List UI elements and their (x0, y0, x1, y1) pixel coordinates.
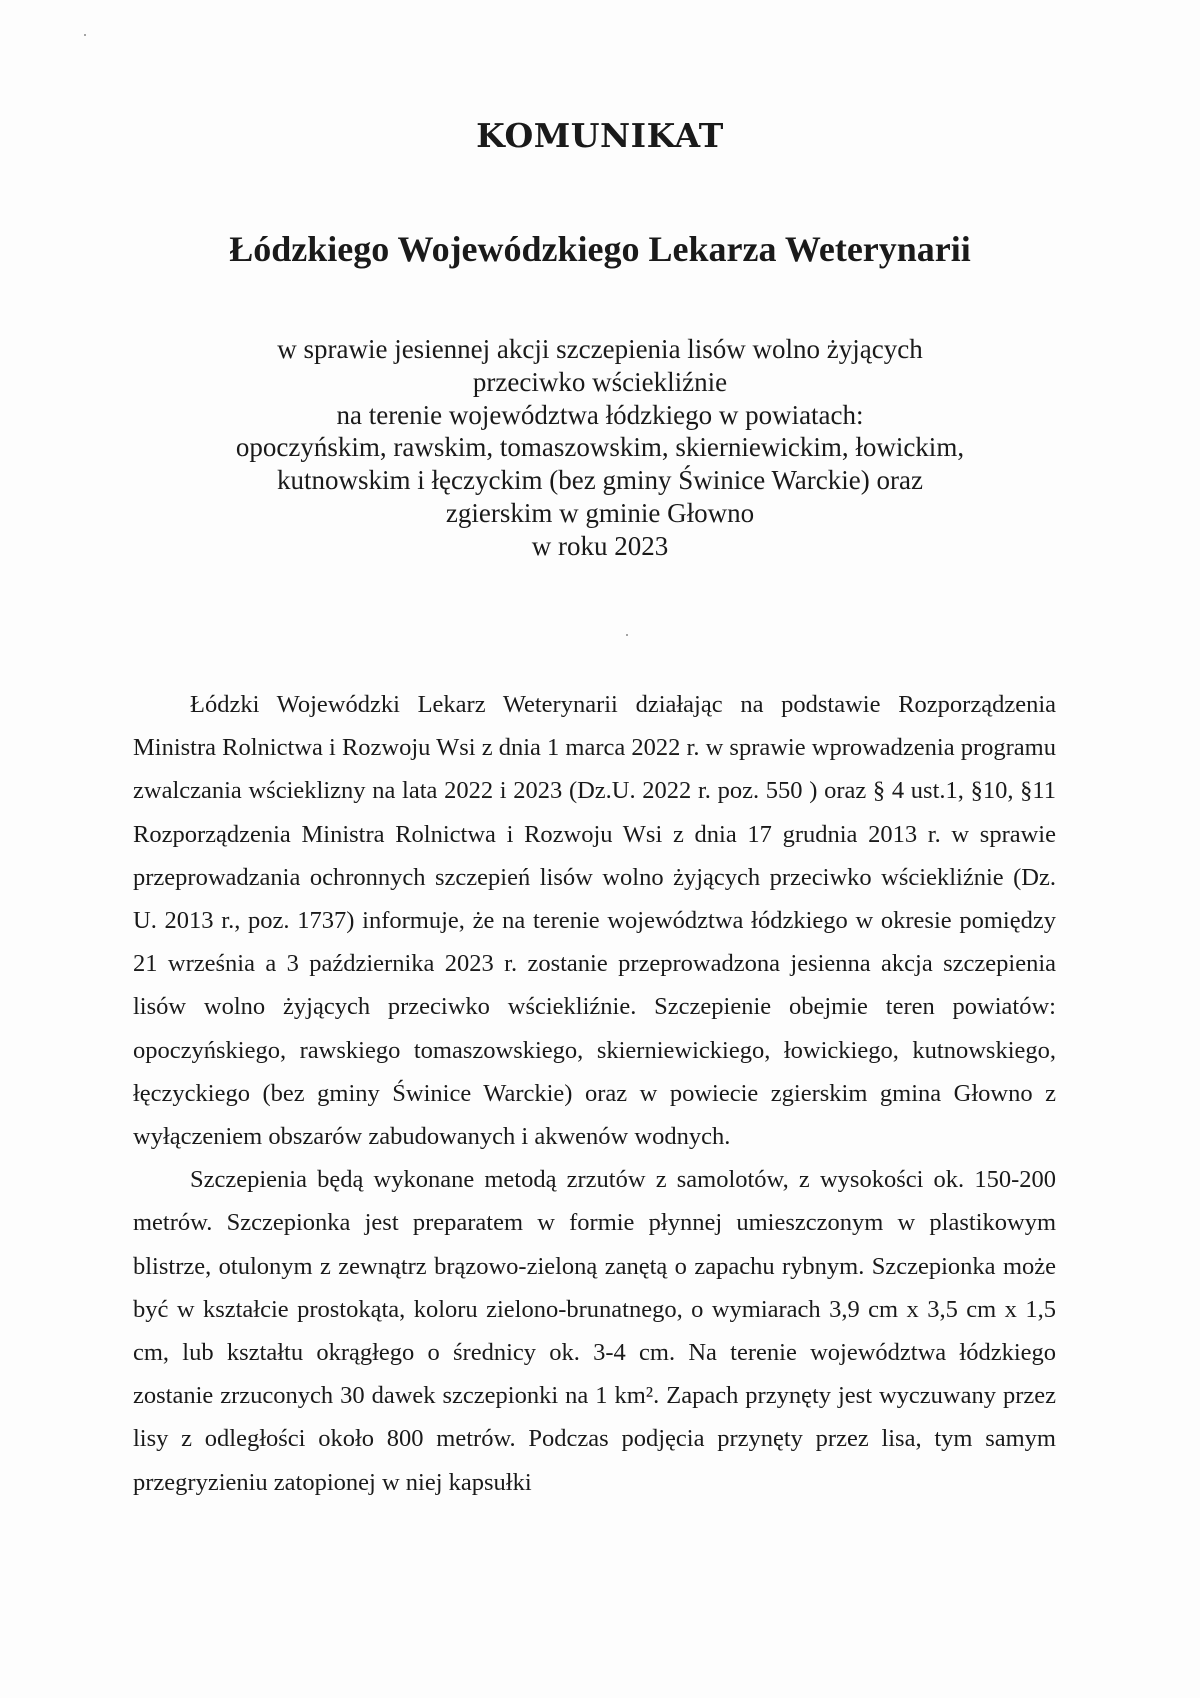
body-paragraph: Łódzki Wojewódzki Lekarz Weterynarii działając na podstawie Rozporządzenia Ministra Rolnictwa i Rozwoju Wsi z dnia 1 marca 2022 r. w sprawie wprowadzenia programu zwalczania wścieklizny na lata 2022 i 2023 (Dz.U. 2022 r. poz. 550 ) oraz § 4 ust.1, §10, §11 Rozporządzenia Ministra Rolnictwa i Rozwoju Wsi z dnia 17 grudnia 2013 r. w sprawie przeprowadzania ochronnych szczepień lisów wolno żyjących przeciwko wściekliźnie (Dz. U. 2013 r., poz. 1737) informuje, że na terenie województwa łódzkiego w okresie pomiędzy 21 września a 3 października 2023 r. zostanie przeprowadzona jesienna akcja szczepienia lisów wolno żyjących przeciwko wściekliźnie. Szczepienie obejmie teren powiatów: opoczyńskiego, rawskiego tomaszowskiego, skierniewickiego, łowickiego, kutnowskiego, łęczyckiego (bez gminy Świnice Warckie) oraz w powiecie zgierskim gmina Głowno z wyłączeniem obszarów zabudowanych i akwenów wodnych. (133, 691, 1056, 1151)
subject-line: zgierskim w gminie Głowno (445, 497, 755, 528)
issuing-authority: Łódzkiego Wojewódzkiego Lekarza Weterynarii (229, 229, 971, 269)
document-title: KOMUNIKAT (476, 116, 724, 155)
subject-line: w roku 2023 (531, 530, 669, 561)
document-subject (0, 333, 1200, 563)
scan-speck (84, 34, 86, 36)
subject-line: kutnowskim i łęczyckim (bez gminy Świnice Warckie) oraz (277, 465, 923, 496)
subject-line: opoczyńskim, rawskim, tomaszowskim, skierniewickim, łowickim, (235, 432, 965, 463)
document-body (133, 683, 1056, 1504)
body-paragraph: Szczepienia będą wykonane metodą zrzutów z samolotów, z wysokości ok. 150-200 metrów. Szczepionka jest preparatem w formie płynnej umieszczonym w plastikowym blistrze, otulonym z zewnątrz brązowo-zieloną zanętą o zapachu rybnym. Szczepionka może być w kształcie prostokąta, koloru zielono-brunatnego, o wymiarach 3,9 cm x 3,5 cm x 1,5 cm, lub kształtu okrągłego o średnicy ok. 3-4 cm. Na terenie województwa łódzkiego zostanie zrzuconych 30 dawek szczepionki na 1 km². Zapach przynęty jest wyczuwany przez lisy z odległości około 800 metrów. Podczas podjęcia przynęty przez lisa, tym samym przegryzieniu zatopionej w niej kapsułki (133, 1166, 1056, 1496)
subject-line: w sprawie jesiennej akcji szczepienia lisów wolno żyjących (277, 334, 923, 364)
subject-line: przeciwko wściekliźnie (472, 366, 728, 397)
subject-line: na terenie województwa łódzkiego w powiatach: (336, 399, 864, 430)
scan-speck (626, 634, 628, 636)
